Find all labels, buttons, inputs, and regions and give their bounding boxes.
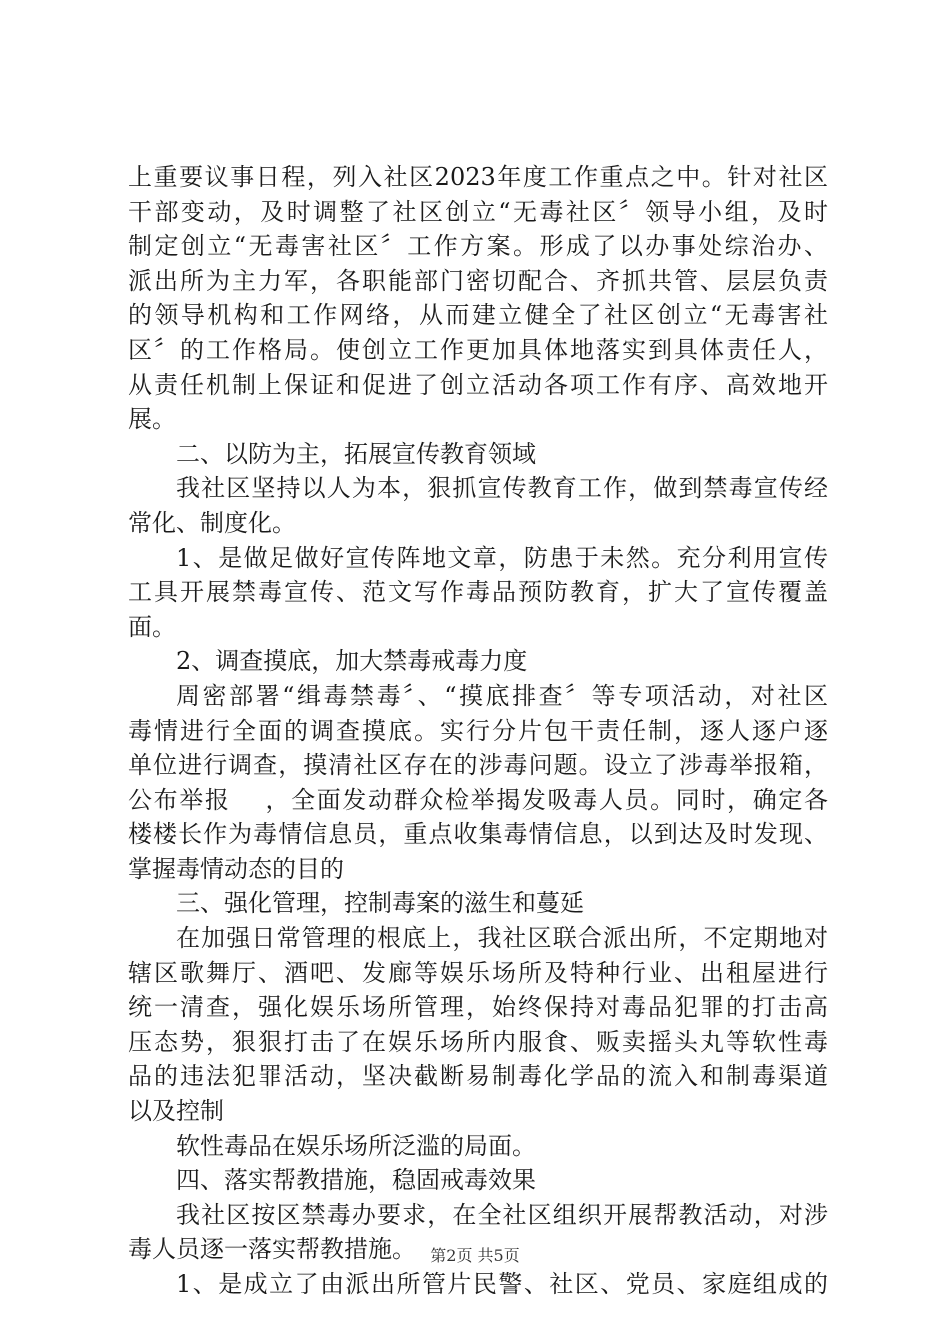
text-line: 压态势，狠狠打击了在娱乐场所内服食、贩卖摇头丸等软性毒: [128, 1027, 828, 1056]
text-line: 以及控制: [128, 1097, 224, 1126]
text-line: 毒人员逐一落实帮教措施。: [128, 1235, 416, 1264]
text-line: 掌握毒情动态的目的: [128, 854, 344, 883]
text-line: 的领导机构和工作网络，从而建立健全了社区创立“无毒害社: [128, 301, 828, 330]
text-line: 品的违法犯罪活动，坚决截断易制毒化学品的流入和制毒渠道: [128, 1062, 828, 1091]
text-line: 1、是成立了由派出所管片民警、社区、党员、家庭组成的: [176, 1270, 828, 1298]
text-line: 1、是做足做好宣传阵地文章，防患于未然。充分利用宣传: [176, 543, 828, 572]
text-line: 楼楼长作为毒情信息员，重点收集毒情信息，以到达及时发现、: [128, 820, 828, 849]
text-line: 区〞的工作格局。使创立工作更加具体地落实到具体责任人，: [128, 335, 828, 364]
text-line: 在加强日常管理的根底上，我社区联合派出所，不定期地对: [176, 924, 828, 953]
text-line: 我社区坚持以人为本，狠抓宣传教育工作，做到禁毒宣传经: [176, 474, 828, 503]
text-line: 工具开展禁毒宣传、范文写作毒品预防教育，扩大了宣传覆盖: [128, 578, 828, 607]
text-line: 上重要议事日程，列入社区2023年度工作重点之中。针对社区: [128, 163, 828, 191]
text-line: 统一清查，强化娱乐场所管理，始终保持对毒品犯罪的打击高: [128, 993, 828, 1022]
text-line: 公布举报 ，全面发动群众检举揭发吸毒人员。同时，确定各: [128, 785, 828, 814]
text-line: 常化、制度化。: [128, 508, 296, 537]
text-line: 我社区按区禁毒办要求，在全社区组织开展帮教活动，对涉: [176, 1200, 828, 1229]
text-line: 辖区歌舞厅、酒吧、发廊等娱乐场所及特种行业、出租屋进行: [128, 958, 828, 987]
text-line: 从责任机制上保证和促进了创立活动各项工作有序、高效地开: [128, 370, 828, 399]
text-line: 派出所为主力军，各职能部门密切配合、齐抓共管、层层负责: [128, 266, 828, 295]
text-line: 周密部署“缉毒禁毒〞、“摸底排查〞等专项活动，对社区: [176, 681, 828, 710]
text-line: 展。: [128, 405, 176, 434]
text-line: 二、以防为主，拓展宣传教育领域: [176, 439, 536, 468]
document-body: [128, 160, 828, 1302]
text-line: 2、调查摸底，加大禁毒戒毒力度: [176, 647, 528, 676]
text-line: 制定创立“无毒害社区〞工作方案。形成了以办事处综治办、: [128, 232, 828, 261]
text-line: 干部变动，及时调整了社区创立“无毒社区〞领导小组，及时: [128, 197, 828, 226]
page-footer: 第2页 共5页: [430, 1246, 520, 1265]
text-line: 面。: [128, 612, 176, 641]
text-line: 软性毒品在娱乐场所泛滥的局面。: [176, 1131, 536, 1160]
text-line: 三、强化管理，控制毒案的滋生和蔓延: [176, 889, 584, 918]
text-line: 四、落实帮教措施，稳固戒毒效果: [176, 1166, 536, 1195]
text-line: 毒情进行全面的调查摸底。实行分片包干责任制，逐人逐户逐: [128, 716, 828, 745]
text-line: 单位进行调查，摸清社区存在的涉毒问题。设立了涉毒举报箱，: [128, 751, 828, 780]
